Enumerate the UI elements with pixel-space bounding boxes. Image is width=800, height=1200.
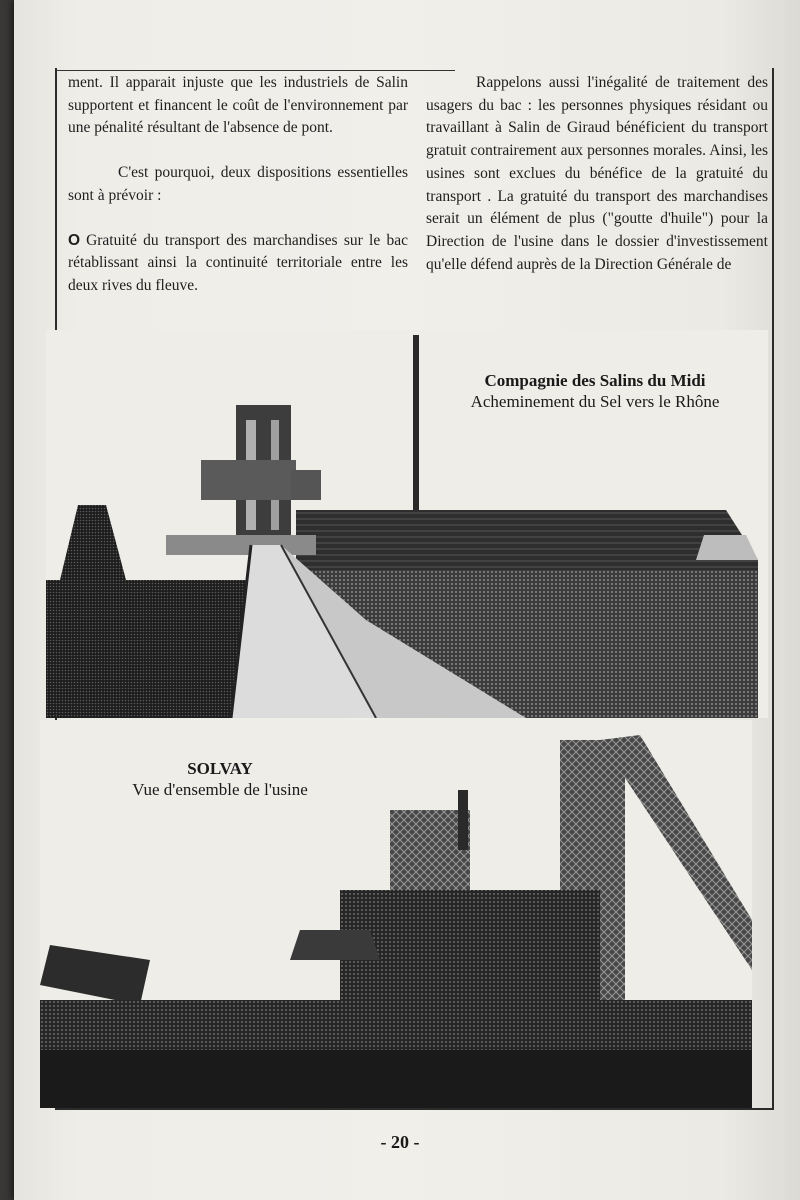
right-paragraph: Rappelons aussi l'inégalité de traitement des usagers du bac : les personnes physiques résidant ou travaillant à Salin de Giraud bénéficient du transport gratuit contrairement aux personnes morales. Ainsi, les usines sont exclues du bénéfice de la gratuité du transport . La gratuité du transport des marchandises serait un élément de plus ("goutte d'huile") pour la Direction de l'usine dans le dossier d'investissement qu'elle défend auprès de la Direction Générale de — [426, 74, 768, 273]
salins-caption-subtitle: Acheminement du Sel vers le Rhône — [470, 392, 720, 411]
right-text-column — [426, 72, 768, 276]
solvay-caption — [110, 758, 330, 800]
solvay-caption-title: SOLVAY — [187, 759, 253, 778]
left-text-column — [68, 72, 408, 298]
solvay-caption-subtitle: Vue d'ensemble de l'usine — [132, 780, 308, 799]
salins-caption — [445, 370, 745, 412]
page-number: - 20 - — [380, 1132, 420, 1152]
left-paragraph-3: Gratuité du transport des marchandises sur le bac rétablissant ainsi la continuité territoriale entre les deux rives du fleuve. — [68, 231, 408, 294]
left-paragraph-1: ment. Il apparait injuste que les industriels de Salin supportent et financent le coût de l'environnement par une pénalité résultant de l'absence de pont. — [68, 74, 408, 137]
top-rule — [55, 70, 455, 71]
bullet-marker: O — [68, 231, 81, 249]
left-bullet-item — [68, 230, 408, 298]
salins-caption-title: Compagnie des Salins du Midi — [484, 371, 706, 390]
left-paragraph-2: C'est pourquoi, deux dispositions essentielles sont à prévoir : — [68, 164, 408, 204]
